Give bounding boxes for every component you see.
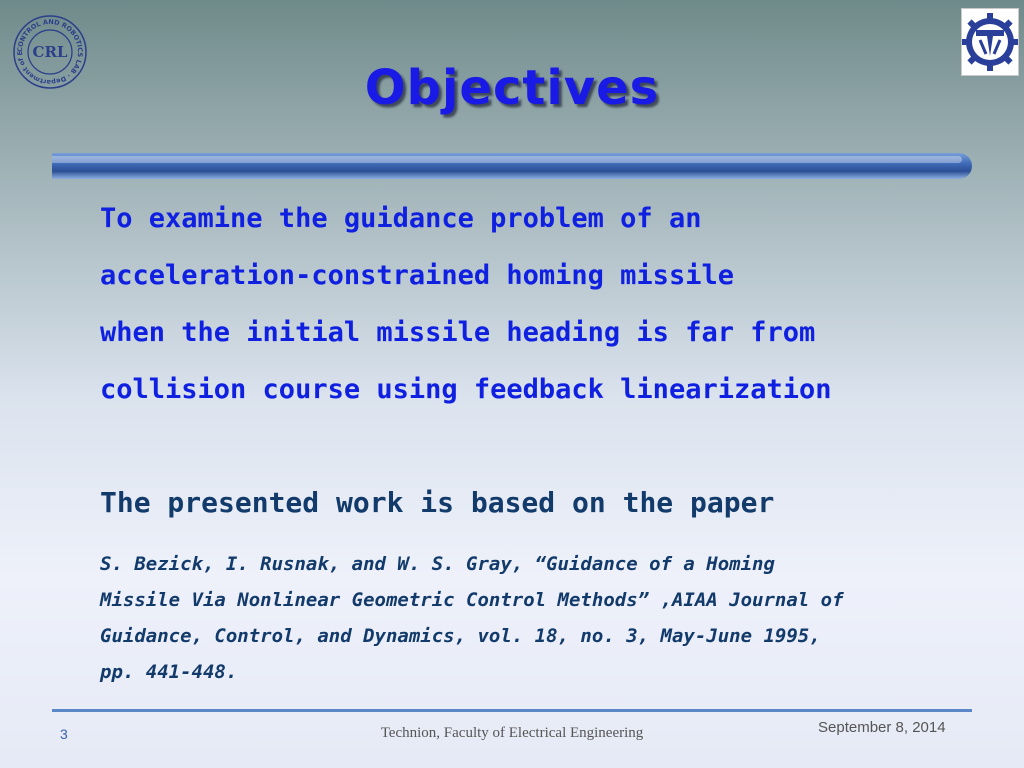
paragraph-line: collision course using feedback linearization xyxy=(100,374,832,405)
based-on-heading: The presented work is based on the paper xyxy=(100,486,775,519)
paragraph-line: when the initial missile heading is far from xyxy=(100,317,816,348)
title-divider-bar xyxy=(52,153,972,179)
footer-institution: Technion, Faculty of Electrical Engineering xyxy=(380,725,644,741)
citation-line: Guidance, Control, and Dynamics, vol. 18, no. 3, May-June 1995, xyxy=(100,625,821,647)
slide-title: Objectives xyxy=(364,60,660,116)
citation-line: S. Bezick, I. Rusnak, and W. S. Gray, “Guidance of a Homing xyxy=(100,553,775,575)
footer-divider xyxy=(52,709,972,712)
paper-citation xyxy=(100,546,980,690)
footer-date: September 8, 2014 xyxy=(818,719,946,736)
crl-ring-text: CONTROL AND ROBOTICS LAB · Department of E xyxy=(15,17,85,87)
citation-line: pp. 441-448. xyxy=(100,661,238,683)
crl-label: CRL xyxy=(32,43,68,61)
citation-line: Missile Via Nonlinear Geometric Control Methods” ,AIAA Journal of xyxy=(100,589,844,611)
slide-number: 3 xyxy=(60,726,68,742)
paragraph-line: acceleration-constrained homing missile xyxy=(100,260,734,291)
objective-paragraph xyxy=(100,190,980,418)
paragraph-line: To examine the guidance problem of an xyxy=(100,203,702,234)
